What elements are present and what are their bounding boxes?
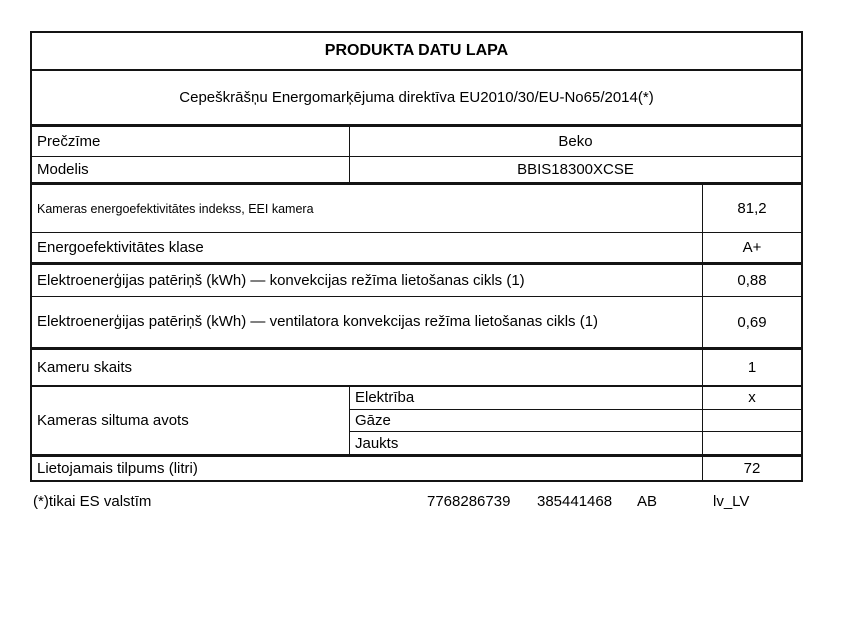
sheet-subtitle-row: [32, 71, 801, 127]
consumption-fan-value: 0,69: [702, 297, 801, 347]
eei-value: 81,2: [702, 185, 801, 232]
mixed-label: Jaukts: [355, 434, 399, 452]
consumption-fan-label: Elektroenerģijas patēriņš (kWh) — ventilatora konvekcijas režīma lietošanas cikls (1): [37, 312, 599, 330]
energy-class-label: Energoefektivitātes klase: [37, 239, 204, 256]
table-row-consumption-fan: [32, 297, 801, 350]
table-row-model: [32, 157, 801, 185]
heat-source-option-gas: [350, 410, 801, 433]
table-row-eei: [32, 185, 801, 233]
table-row-volume: [32, 457, 801, 480]
table-row-consumption-convection: [32, 265, 801, 297]
heat-source-option-mixed: [350, 432, 801, 454]
table-row-energy-class: [32, 233, 801, 265]
gas-value: [702, 410, 801, 432]
heat-source-options: [350, 387, 801, 454]
heat-source-option-electricity: [350, 387, 801, 410]
heat-source-label: Kameras siltuma avots: [32, 387, 350, 454]
volume-value: 72: [702, 457, 801, 480]
cavity-count-value: 1: [702, 350, 801, 385]
brand-value: Beko: [558, 133, 593, 150]
gas-label: Gāze: [355, 412, 391, 429]
volume-label: Lietojamais tilpums (litri): [37, 460, 198, 477]
table-row-brand: [32, 127, 801, 157]
cavity-count-label: Kameru skaits: [37, 359, 133, 376]
energy-class-value: A+: [702, 233, 801, 262]
footer-note: (*)tikai ES valstīm: [33, 493, 152, 510]
footer-locale: lv_LV: [713, 493, 750, 510]
product-data-sheet: [30, 31, 803, 482]
sheet-subtitle: Cepeškrāšņu Energomarķējuma direktīva EU2010/30/EU-No65/2014(*): [179, 89, 654, 106]
footer-code-2: 385441468: [537, 493, 613, 510]
eei-label: Kameras energoefektivitātes indekss, EEI kamera: [37, 201, 314, 216]
consumption-convection-label: Elektroenerģijas patēriņš (kWh) — konvekcijas režīma lietošanas cikls (1): [37, 272, 525, 289]
model-label: Modelis: [32, 157, 350, 182]
electricity-value: x: [702, 387, 801, 409]
sheet-title: PRODUKTA DATU LAPA: [324, 42, 509, 59]
electricity-label: Elektrība: [355, 389, 415, 407]
table-row-heat-source: [32, 387, 801, 457]
footer: [30, 493, 803, 513]
sheet-title-row: [32, 33, 801, 71]
model-value: BBIS18300XCSE: [517, 161, 634, 178]
mixed-value: [702, 432, 801, 454]
table-row-cavity-count: [32, 350, 801, 387]
footer-code-1: 7768286739: [427, 493, 511, 510]
footer-code-3: AB: [637, 493, 658, 510]
consumption-convection-value: 0,88: [702, 265, 801, 296]
brand-label: Prečzīme: [32, 127, 350, 156]
